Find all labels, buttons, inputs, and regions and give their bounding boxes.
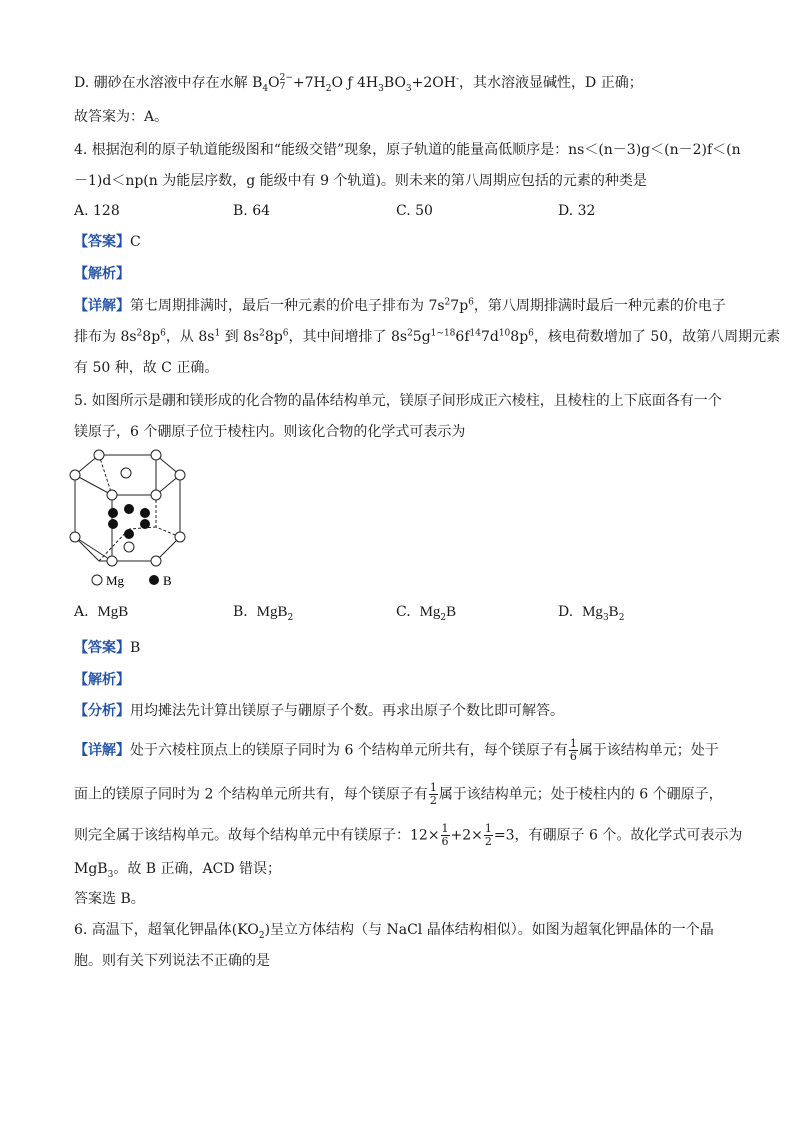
q4-option-b: B. 64 — [233, 203, 271, 219]
q5-detail-line4: MgB$_3$。故 B 正确，ACD 错误； — [74, 861, 282, 880]
mg-atom — [107, 490, 117, 500]
q5-fenxi: 【分析】用均摊法先计算出镁原子与硼原子个数。再求出原子个数比即可解答。 — [74, 703, 564, 719]
q4-answer: 【答案】C — [74, 234, 141, 250]
q6-stem-line2: 胞。则有关下列说法不正确的是 — [74, 953, 270, 969]
q5-option-c: C. $Mg_2B$ — [396, 604, 457, 623]
q4-option-c: C. 50 — [396, 203, 433, 219]
mg-atom — [175, 470, 185, 480]
mg-atom — [151, 556, 161, 566]
mg-atom — [151, 490, 161, 500]
b-atom — [108, 508, 118, 518]
legend-mg-label: Mg — [106, 573, 125, 588]
mg-atom — [151, 450, 161, 460]
fraction-one-sixth: $\frac{1}{6}$ — [569, 737, 577, 763]
b-atoms — [108, 504, 150, 539]
fraction-one-half: $\frac{1}{2}$ — [484, 822, 492, 848]
legend-mg-icon — [92, 575, 102, 585]
q5-option-a: A. MgB — [74, 604, 129, 620]
q3-answer-line: 故答案为：A。 — [74, 109, 169, 125]
q5-detail-line2: 面上的镁原子同时为 2 个结构单元所共有，每个镁原子有 $\frac{1}{2}$ 属于该结构单元；处于棱柱内的 6 个硼原子， — [74, 781, 723, 807]
q4-detail-line1: 【详解】第七周期排满时，最后一种元素的价电子排布为 $7s^27p^6$，第八周期排满时最后一种元素的价电子 — [74, 297, 726, 314]
b-atom — [108, 519, 118, 529]
q4-analysis-tag: 【解析】 — [74, 266, 130, 282]
q5-stem-line1: 5. 如图所示是硼和镁形成的化合物的晶体结构单元，镁原子间形成正六棱柱，且棱柱的上下底面各有一个 — [74, 393, 722, 409]
mg-atom — [94, 450, 104, 460]
q6-stem-line1: 6. 高温下，超氧化钾晶体$(KO_2)$呈立方体结构（与 NaCl 晶体结构相似）。如图为超氧化钾晶体的一个晶 — [74, 922, 714, 941]
q5-answer-line: 答案选 B。 — [74, 891, 145, 907]
b-atom — [124, 529, 134, 539]
mg-atom — [124, 542, 134, 552]
legend-b-icon — [149, 575, 159, 585]
b-atom — [140, 508, 150, 518]
q5-stem-line2: 镁原子，6 个硼原子位于棱柱内。则该化合物的化学式可表示为 — [74, 424, 466, 440]
mg-atom — [107, 556, 117, 566]
mg-atom — [175, 532, 185, 542]
crystal-structure-diagram — [68, 443, 198, 593]
b-atom — [140, 519, 150, 529]
q5-analysis-tag: 【解析】 — [74, 672, 130, 688]
legend-b-label: B — [163, 573, 172, 588]
mg-atom — [121, 468, 131, 478]
q5-detail-line3: 则完全属于该结构单元。故每个结构单元中有镁原子：12× $\frac{1}{6}$ +2× $\frac{1}{2}$ =3，有硼原子 6 个。故化学式可表示为 — [74, 822, 743, 848]
q5-option-b: B. MgB$_2$ — [233, 604, 294, 623]
q5-detail-line1: 【详解】处于六棱柱顶点上的镁原子同时为 6 个结构单元所共有，每个镁原子有 $\frac{1}{6}$ 属于该结构单元；处于 — [74, 737, 719, 763]
q4-stem-line1: 4. 根据泡利的原子轨道能级图和“能级交错”现象，原子轨道的能量高低顺序是：ns＜(n－3)g＜(n－2)f＜(n — [74, 142, 741, 158]
b-atom — [124, 504, 134, 514]
answer-tag: 【答案】 — [74, 234, 130, 250]
q5-option-d: D. $Mg_3B_2$ — [558, 604, 625, 623]
fraction-one-half: $\frac{1}{2}$ — [429, 781, 437, 807]
q5-answer: 【答案】B — [74, 640, 141, 656]
mg-atom — [70, 532, 80, 542]
q4-option-a: A. 128 — [74, 203, 120, 219]
q4-detail-line2: 排布为 $8s^28p^6$，从 $8s^1$ 到 $8s^28p^6$，其中间增排了 $8s^25g^{1\sim 18}6f^{14}7d^{10}8p^6$，核电荷数增加了 50，故第八周期元素 — [74, 328, 781, 345]
mg-atom — [70, 470, 80, 480]
q4-detail-line3: 有 50 种，故 C 正确。 — [74, 360, 219, 376]
q4-stem-line2: －1)d＜np(n 为能层序数，g 能级中有 9 个轨道)。则未来的第八周期应包括的元素的种类是 — [74, 173, 647, 189]
q4-option-d: D. 32 — [558, 203, 596, 219]
q3-option-d: D. 硼砂在水溶液中存在水解 $B_4O$ 2− 7 $+7H_2O$ ƒ $4H_3BO_3+2OH^-$，其水溶液显碱性，D 正确； — [74, 73, 643, 94]
fraction-one-sixth: $\frac{1}{6}$ — [441, 822, 449, 848]
